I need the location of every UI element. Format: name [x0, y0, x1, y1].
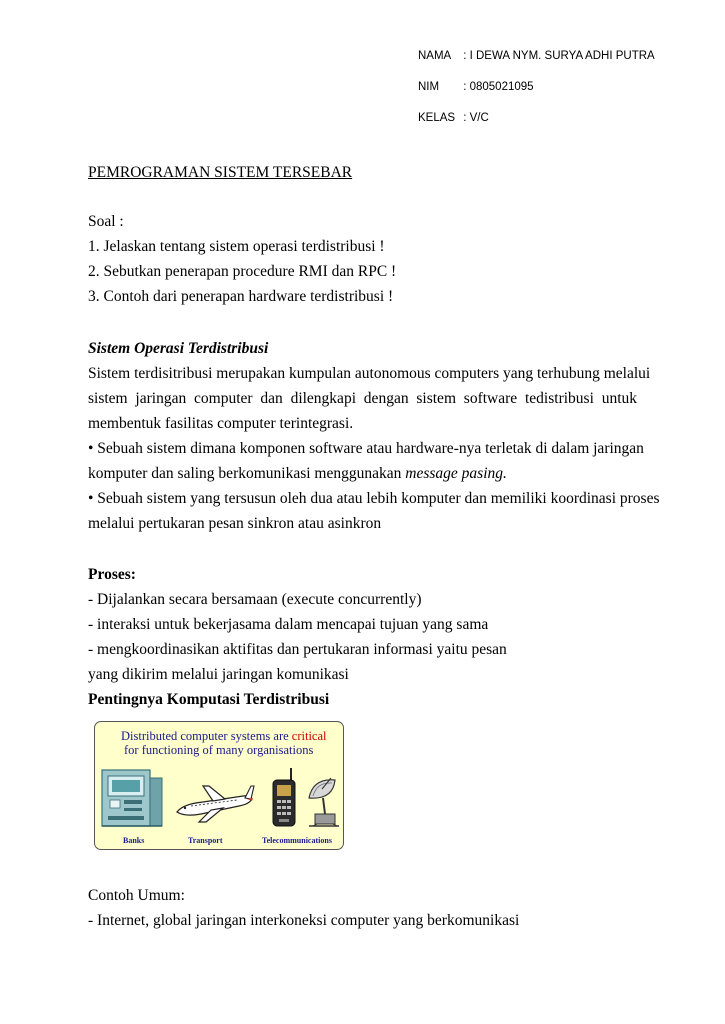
bullet-line: • Sebuah sistem dimana komponen software atau hardware-nya terletak di dalam jaringan: [88, 440, 644, 457]
figure-title-line2: for functioning of many organisations: [124, 743, 314, 757]
nim-label: NIM: [418, 81, 440, 93]
bullet-line: • Sebuah sistem yang tersusun oleh dua atau lebih komputer dan memiliki koordinasi proses: [88, 490, 660, 507]
proses-item: - interaksi untuk bekerjasama dalam mencapai tujuan yang sama: [88, 616, 489, 633]
bullet-text: komputer dan saling berkomunikasi menggunakan: [88, 465, 406, 482]
soal-label: Soal :: [88, 213, 124, 230]
paragraph-line: membentuk fasilitas computer terintegrasi.: [88, 415, 354, 432]
figure-label-transport: Transport: [188, 836, 223, 845]
nama-label: NAMA: [418, 50, 452, 62]
contoh-item: - Internet, global jaringan interkoneksi computer yang berkomunikasi: [88, 912, 520, 929]
mobile-phone-icon: [267, 766, 301, 830]
figure-title-text: Distributed computer systems are: [121, 729, 292, 743]
atm-machine-icon: [100, 768, 166, 830]
proses-heading: Proses:: [88, 566, 136, 583]
soal-item-1: 1. Jelaskan tentang sistem operasi terdistribusi !: [88, 238, 385, 255]
section-heading-sistem-operasi: Sistem Operasi Terdistribusi: [88, 340, 269, 357]
paragraph-line: sistem jaringan computer dan dilengkapi dengan sistem software tedistribusi untuk: [88, 390, 637, 407]
bullet-line: melalui pertukaran pesan sinkron atau asinkron: [88, 515, 382, 532]
satellite-dish-icon: [303, 774, 343, 830]
kelas-label: KELAS: [418, 112, 456, 124]
figure-label-telecommunications: Telecommunications: [262, 836, 332, 845]
figure-label-banks: Banks: [123, 836, 145, 845]
soal-item-3: 3. Contoh dari penerapan hardware terdistribusi !: [88, 288, 394, 305]
pentingnya-heading: Pentingnya Komputasi Terdistribusi: [88, 691, 330, 708]
contoh-heading: Contoh Umum:: [88, 887, 185, 904]
message-pasing-term: message pasing.: [405, 465, 507, 482]
nama-value: : I DEWA NYM. SURYA ADHI PUTRA: [463, 50, 655, 62]
header-kelas: [418, 112, 489, 124]
header-nim: [418, 81, 534, 93]
figure-title-critical: critical: [291, 729, 327, 743]
header-nama: [418, 50, 655, 62]
airplane-icon: [173, 782, 255, 824]
document-title: PEMROGRAMAN SISTEM TERSEBAR: [88, 164, 353, 181]
figure-title: [121, 729, 327, 757]
nim-value: : 0805021095: [463, 81, 534, 93]
paragraph-line: Sistem terdisitribusi merupakan kumpulan autonomous computers yang terhubung melalui: [88, 365, 651, 382]
bullet-line: [88, 465, 507, 483]
kelas-value: : V/C: [463, 112, 489, 124]
soal-item-2: 2. Sebutkan penerapan procedure RMI dan RPC !: [88, 263, 397, 280]
proses-item: - Dijalankan secara bersamaan (execute concurrently): [88, 591, 422, 608]
proses-item: - mengkoordinasikan aktifitas dan pertukaran informasi yaitu pesan: [88, 641, 507, 658]
proses-item: yang dikirim melalui jaringan komunikasi: [88, 666, 349, 683]
distributed-systems-figure: [94, 721, 344, 850]
